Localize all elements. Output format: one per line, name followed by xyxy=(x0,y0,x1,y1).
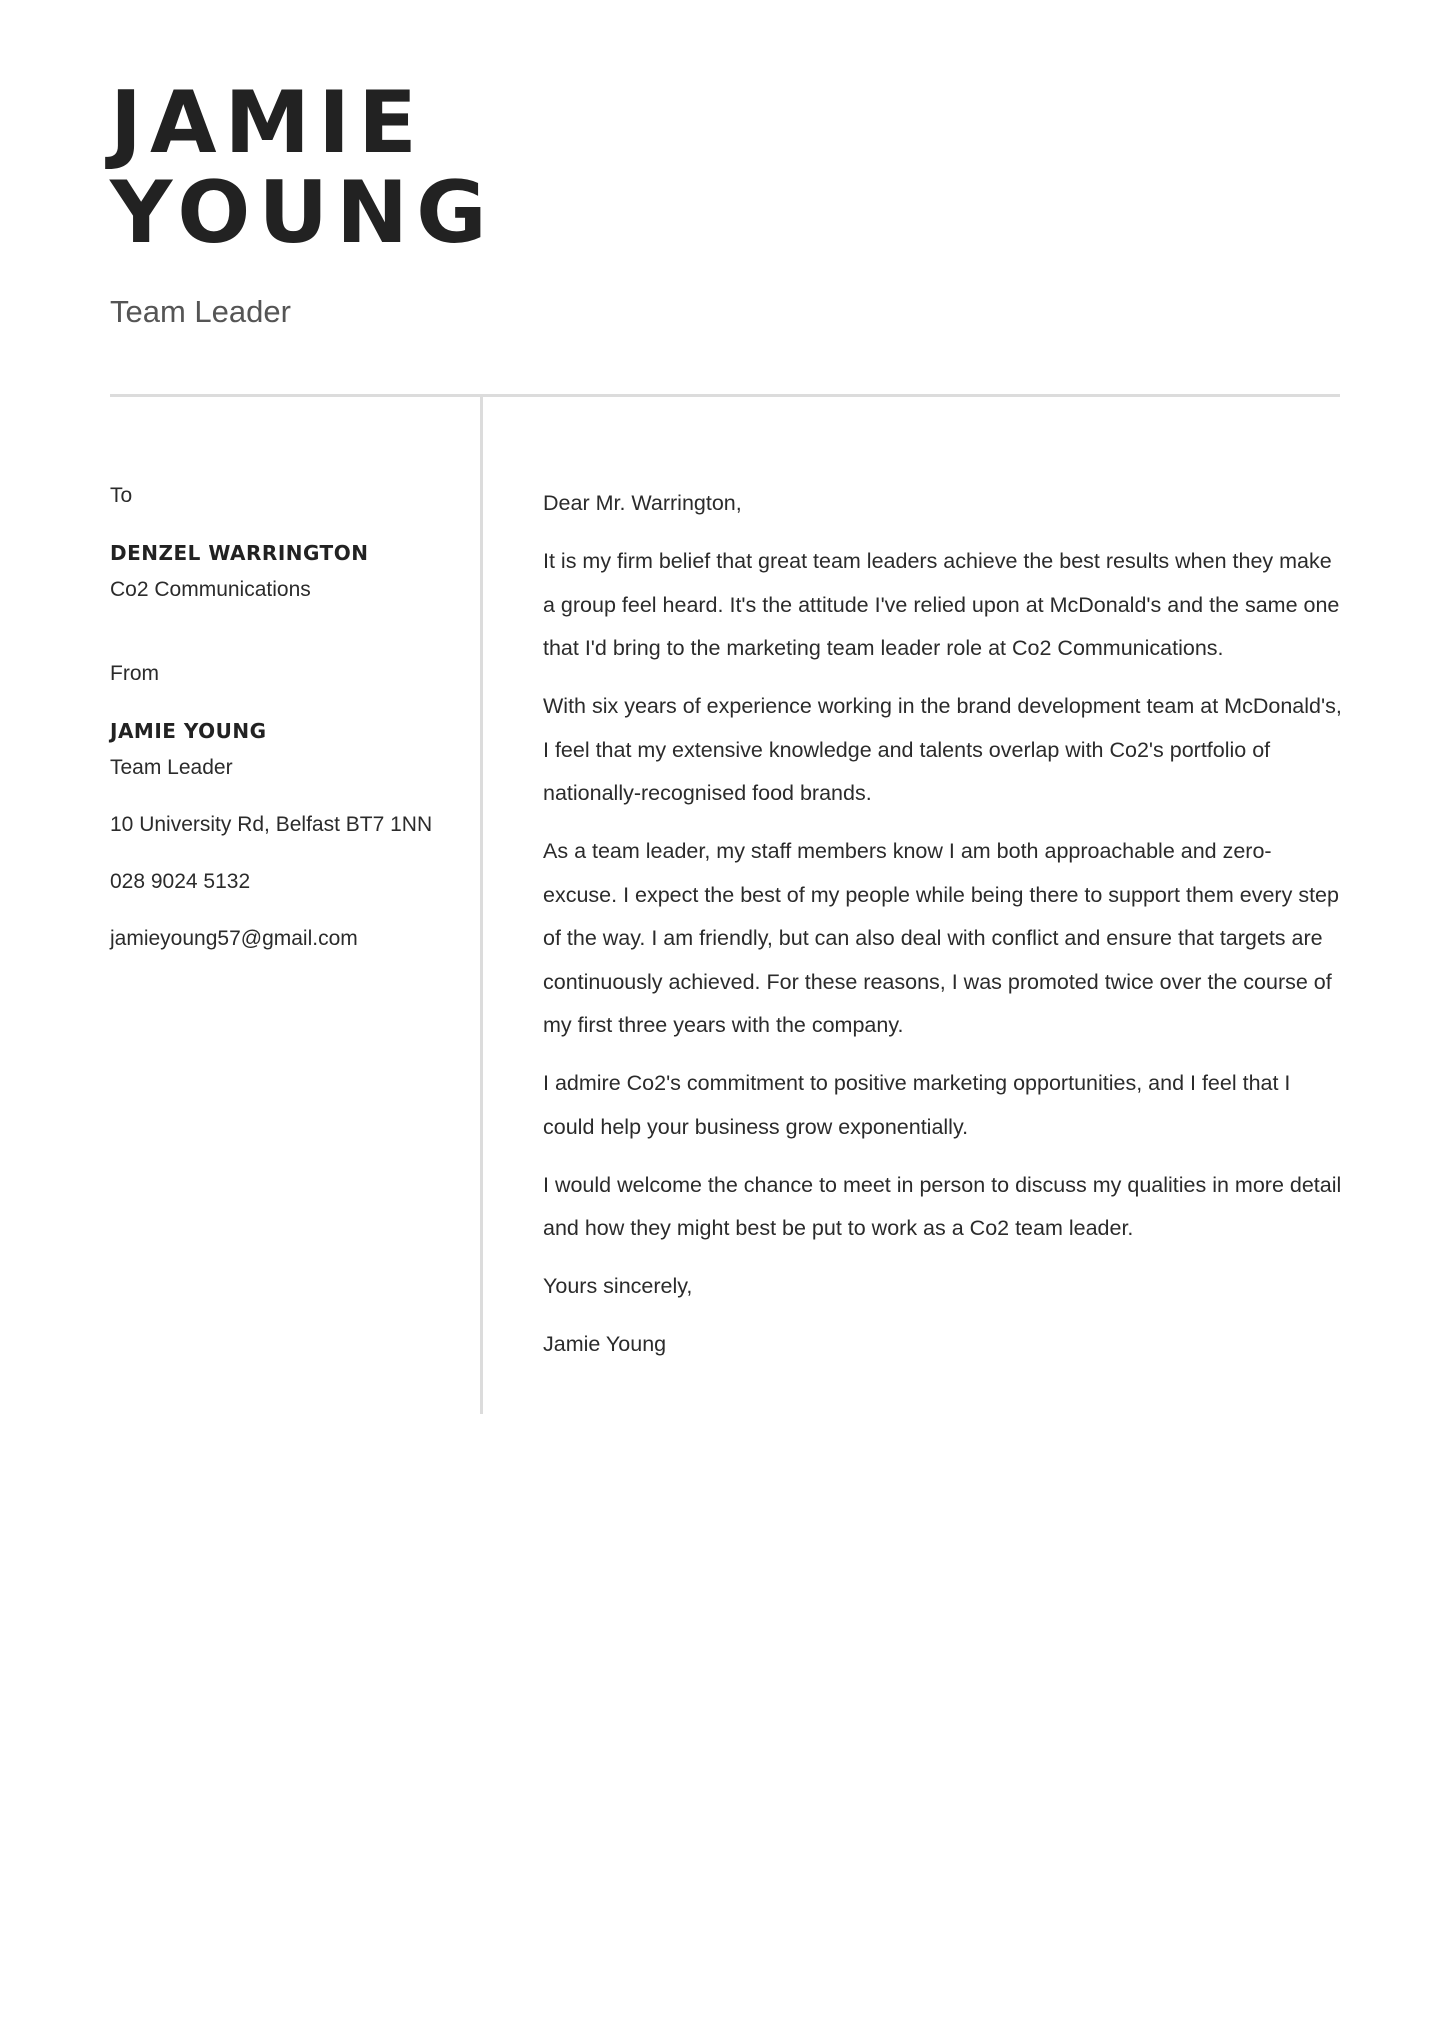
header-divider xyxy=(110,394,1340,397)
job-title: Team Leader xyxy=(110,294,291,329)
first-name: JAMIE xyxy=(110,73,425,173)
letter-paragraph: I admire Co2's commitment to positive marketing opportunities, and I feel that I could help your business grow exponentially. xyxy=(543,1071,1291,1139)
letter-paragraph: I would welcome the chance to meet in person to discuss my qualities in more detail and how they might best be put to work as a Co2 team leader. xyxy=(543,1172,1342,1240)
salutation: Dear Mr. Warrington, xyxy=(543,491,742,515)
recipient-company: Co2 Communications xyxy=(110,578,311,601)
sender-name: JAMIE YOUNG xyxy=(110,719,267,743)
letter-body xyxy=(543,482,1343,1381)
recipient-name: DENZEL WARRINGTON xyxy=(110,541,369,565)
signature: Jamie Young xyxy=(543,1332,667,1356)
address-sidebar xyxy=(110,482,440,952)
recipient-label: To xyxy=(110,484,133,507)
column-divider xyxy=(480,396,483,1414)
name-header xyxy=(110,73,495,263)
letter-paragraph: With six years of experience working in the brand development team at McDonald's, I feel that my extensive knowledge and talents overlap with Co2's portfolio of nationally-recognised food brands. xyxy=(543,694,1342,805)
letter-paragraph: As a team leader, my staff members know I am both approachable and zero-excuse. I expect the best of my people while being there to support them every step of the way. I am friendly, but can also deal with conflict and ensure that targets are continuously achieved. For these reasons, I was promoted twice over the course of my first three years with the company. xyxy=(543,839,1339,1037)
closing: Yours sincerely, xyxy=(543,1274,693,1298)
sender-title: Team Leader xyxy=(110,756,233,779)
sender-phone: 028 9024 5132 xyxy=(110,870,251,893)
letter-paragraph: It is my firm belief that great team leaders achieve the best results when they make a group feel heard. It's the attitude I've relied upon at McDonald's and the same one that I'd bring to the marketing team leader role at Co2 Communications. xyxy=(543,549,1340,660)
last-name: YOUNG xyxy=(110,163,495,263)
sender-label: From xyxy=(110,662,159,685)
sender-address: 10 University Rd, Belfast BT7 1NN xyxy=(110,813,433,836)
sender-email[interactable]: jamieyoung57@gmail.com xyxy=(110,927,358,950)
